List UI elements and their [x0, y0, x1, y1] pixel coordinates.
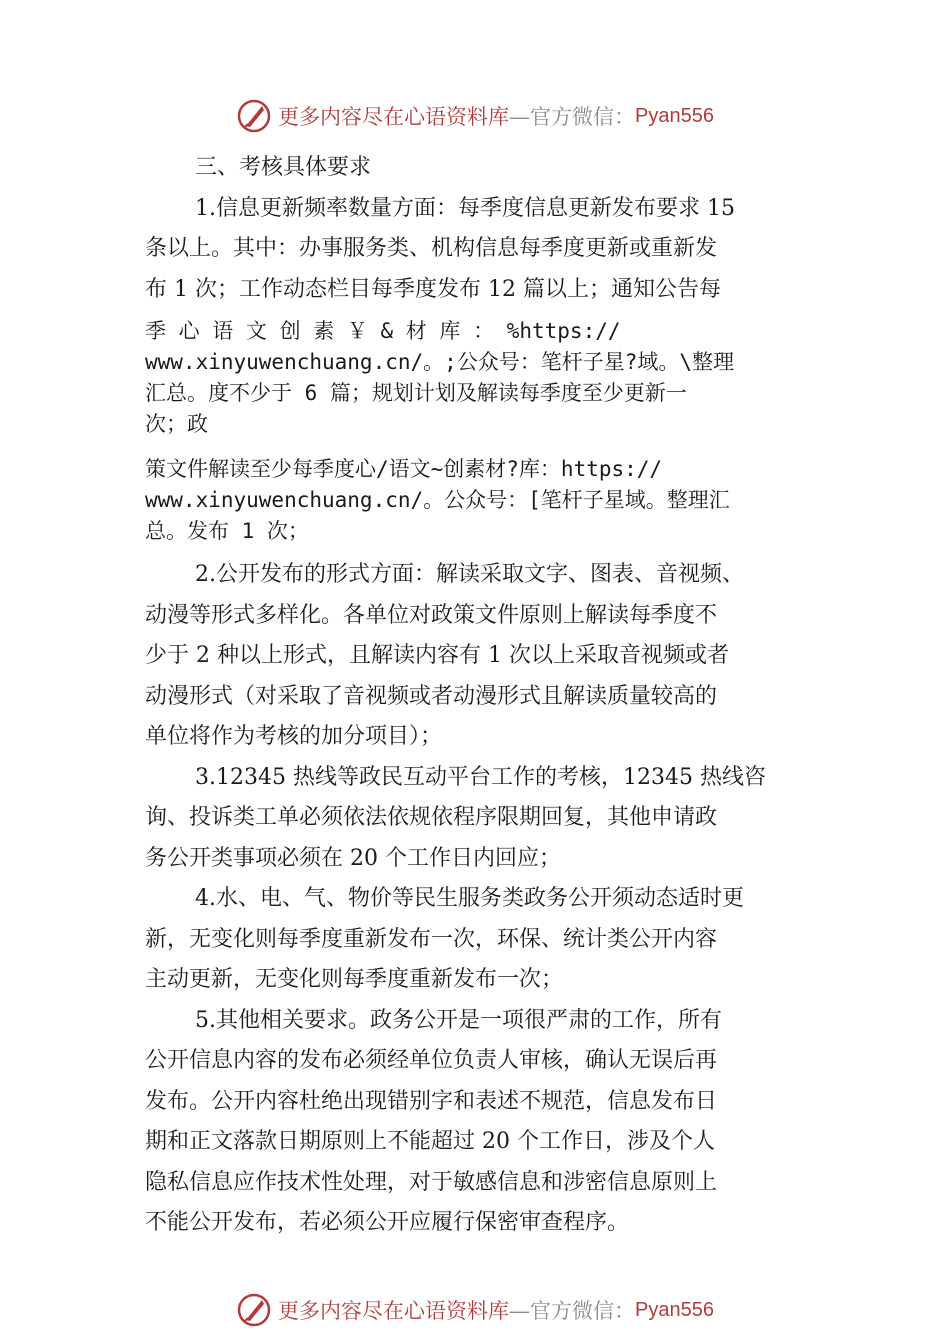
paragraph-line: 少于 2 种以上形式，且解读内容有 1 次以上采取音视频或者 — [145, 643, 729, 668]
paragraph-line: 动漫等形式多样化。各单位对政策文件原则上解读每季度不 — [145, 602, 718, 628]
section-heading: 三、考核具体要求 — [195, 155, 372, 180]
paragraph-line: 5.其他相关要求。政务公开是一项很严肃的工作，所有 — [195, 1007, 722, 1033]
quill-pen-icon — [236, 1292, 272, 1328]
paragraph-line: 1.信息更新频率数量方面：每季度信息更新发布要求 15 — [195, 195, 735, 221]
paragraph-line: 期和正文落款日期原则上不能超过 20 个工作日，涉及个人 — [145, 1129, 715, 1154]
paragraph-line: 3.12345 热线等政民互动平台工作的考核，12345 热线咨 — [195, 764, 766, 790]
paragraph-line: 布 1 次；工作动态栏目每季度发布 12 篇以上；通知公告每 — [145, 276, 721, 302]
footer-wechat-id: Pyan556 — [635, 1298, 714, 1321]
watermark-line: 次；政 — [145, 412, 208, 436]
document-body — [145, 148, 810, 1244]
paragraph-line: 条以上。其中：办事服务类、机构信息每季度更新或重新发 — [145, 236, 718, 261]
header-dash: —官方微信： — [509, 105, 636, 129]
paragraph-line: 隐私信息应作技术性处理，对于敏感信息和涉密信息原则上 — [145, 1169, 718, 1195]
footer-banner — [0, 1290, 950, 1330]
footer-brand: 更多内容尽在心语资料库 — [278, 1299, 510, 1323]
footer-dash: —官方微信： — [509, 1299, 636, 1323]
paragraph-line: 公开信息内容的发布必须经单位负责人审核，确认无误后再 — [145, 1048, 718, 1073]
watermark-line: www.xinyuwenchuang.cn/。公众号：[笔杆子星域。整理汇 — [145, 488, 730, 512]
header-banner — [0, 96, 950, 136]
watermark-line: www.xinyuwenchuang.cn/。;公众号：笔杆子星?域。\整理 — [145, 350, 735, 374]
header-brand: 更多内容尽在心语资料库 — [278, 105, 510, 129]
paragraph-line: 主动更新，无变化则每季度重新发布一次； — [145, 967, 564, 992]
watermark-line: 总。发布 1 次； — [145, 519, 309, 543]
paragraph-line: 动漫形式（对采取了音视频或者动漫形式且解读质量较高的 — [145, 683, 718, 709]
header-wechat-id: Pyan556 — [635, 104, 714, 127]
watermark-line: 汇总。度不少于 6 篇；规划计划及解读每季度至少更新一 — [145, 381, 687, 405]
watermark-line: 策文件解读至少每季度心/语文~创素材?库：https:// — [145, 457, 663, 481]
paragraph-line: 发布。公开内容杜绝出现错别字和表述不规范，信息发布日 — [145, 1088, 718, 1114]
paragraph-line: 单位将作为考核的加分项目）； — [145, 724, 443, 749]
paragraph-line: 新，无变化则每季度重新发布一次，环保、统计类公开内容 — [145, 926, 718, 952]
paragraph-line: 2.公开发布的形式方面：解读采取文字、图表、音视频、 — [195, 562, 744, 587]
paragraph-line: 询、投诉类工单必须依法依规依程序限期回复，其他申请政 — [145, 805, 718, 830]
quill-pen-icon — [236, 98, 272, 134]
paragraph-line: 务公开类事项必须在 20 个工作日内回应； — [145, 845, 561, 871]
watermark-line: 季 心 语 文 创 素 ￥ & 材 库 ： %https:// — [145, 319, 621, 343]
paragraph-line: 4.水、电、气、物价等民生服务类政务公开须动态适时更 — [195, 886, 744, 911]
paragraph-line: 不能公开发布，若必须公开应履行保密审查程序。 — [145, 1210, 630, 1235]
